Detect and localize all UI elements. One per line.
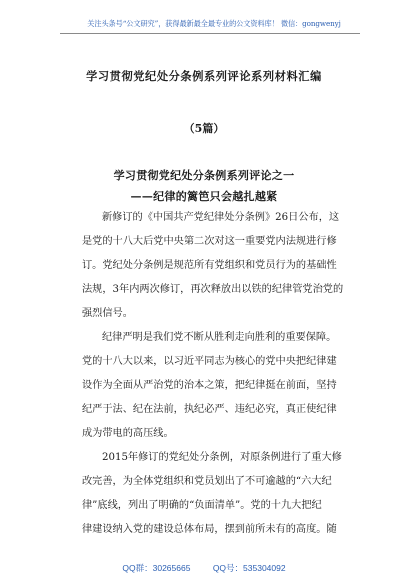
paragraph-line: 改完善，为全体党组织和党员划出了不可逾越的“六大纪: [82, 476, 332, 487]
paragraph-line: 法规，3年内两次修订，再次释放出以铁的纪律管党治党的: [82, 284, 344, 295]
paragraph-line: 设作为全面从严治党的治本之策，把纪律挺在前面，坚持: [82, 380, 337, 391]
paragraph-line: 是党的十八大后党中央第二次对这一重要党内法规进行修: [82, 236, 337, 247]
document-title: 学习贯彻党纪处分条例系列评论系列材料汇编: [86, 69, 322, 83]
paragraph-line: 新修订的《中国共产党纪律处分条例》26日公布，这: [102, 212, 340, 223]
paragraph-line: 纪严于法、纪在法前，执纪必严、违纪必究，真正使纪律: [82, 404, 337, 415]
paragraph-line: 律建设纳入党的建设总体布局，摆到前所未有的高度。随: [82, 524, 337, 535]
paragraph-line: 成为带电的高压线。: [82, 428, 174, 439]
footer-contact: [0, 563, 408, 573]
paragraph-line: 律”底线，列出了明确的“负面清单”。党的十九大把纪: [82, 500, 322, 511]
footer-qq-number: QQ号：535304092: [212, 563, 286, 573]
header-divider: [60, 33, 360, 34]
paragraph-line: 强烈信号。: [82, 308, 133, 319]
footer-qq-group: QQ群：30265665: [122, 563, 191, 573]
paragraph-line: 订。党纪处分条例是规范所有党组织和党员行为的基础性: [82, 260, 337, 271]
paragraph-line: 纪律严明是我们党不断从胜利走向胜利的重要保障。: [102, 332, 337, 343]
section-title: 学习贯彻党纪处分条例系列评论之一: [113, 169, 295, 182]
document-count: （5篇）: [183, 122, 225, 135]
header-promo-text: 关注头条号“公文研究”，获得最新最全最专业的公文资料库！ 微信：gongwenyj: [87, 19, 341, 28]
section-subtitle: ——纪律的篱笆只会越扎越紧: [130, 190, 278, 203]
paragraph-line: 2015年修订的党纪处分条例，对原条例进行了重大修: [102, 452, 342, 463]
paragraph-line: 党的十八大以来，以习近平同志为核心的党中央把纪律建: [82, 356, 337, 367]
